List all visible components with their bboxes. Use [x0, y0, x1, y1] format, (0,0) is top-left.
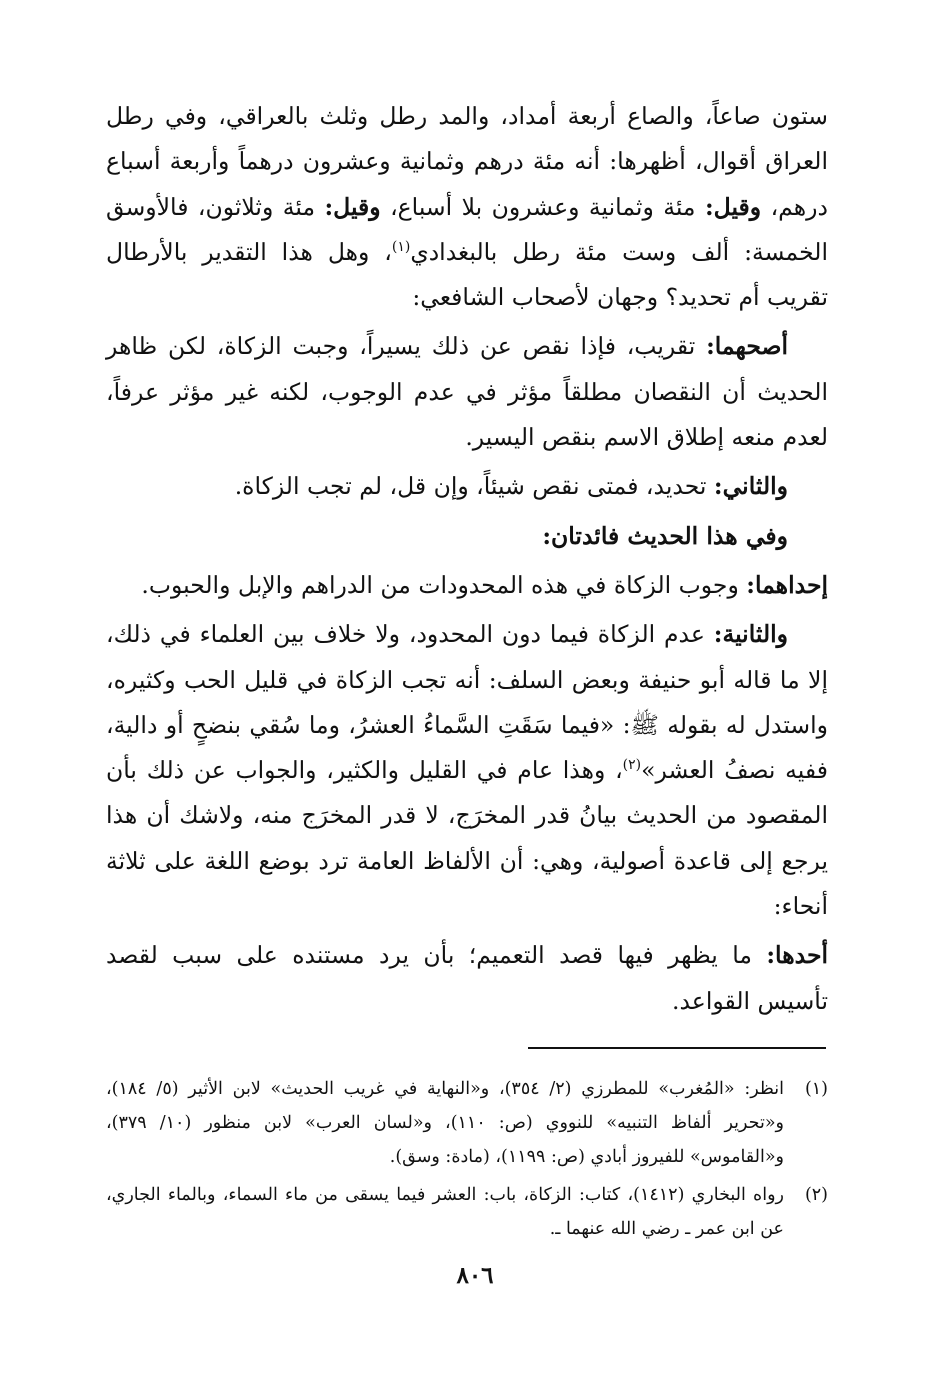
paragraph-2: أصحهما: تقريب، فإذا نقص عن ذلك يسيراً، وجبت الزكاة، لكن ظاهر الحديث أن النقصان مطلقاً مؤثر في عدم الوجوب، لكنه غير مؤثر عرفاً، لعدم منعه إطلاق الاسم بنقص اليسير. [106, 332, 828, 452]
paragraph-4-heading [106, 514, 828, 559]
keyword-althaniya: والثانية: [713, 620, 788, 649]
paragraph-3: والثاني: تحديد، فمتى نقص شيئاً، وإن قل، لم تجب الزكاة. [234, 472, 788, 501]
paragraph-6: والثانية: عدم الزكاة فيما دون المحدود، ولا خلاف بين العلماء في ذلك، إلا ما قاله أبو حنيفة وبعض السلف: أنه تجب الزكاة في قليل الحب وكثيره، واستدل له بقوله ﷺ: «فيما سَقَتِ السَّماءُ العشرُ، وما سُقي بنضحٍ أو دالية، ففيه نصفُ العشر»$^{(٢)}$، وهذا عام في القليل والكثير، والجواب عن ذلك بأن المقصود من الحديث بيانُ قدر المخرَج، لا قدر المخرَج منه، ولاشك أن هذا يرجع إلى قاعدة أصولية، وهي: أن الألفاظ العامة ترد بوضع اللغة على ثلاثة أنحاء: [106, 620, 828, 921]
keyword-qila-2: وقيل: [324, 192, 381, 221]
keyword-ihdahuma: إحداهما: [746, 570, 828, 599]
page-number: ٨٠٦ [456, 1262, 494, 1289]
footnote-separator [528, 1047, 826, 1049]
footnotes [106, 1072, 828, 1250]
keyword-qila-1: وقيل: [704, 192, 762, 221]
keyword-ahaduha: أحدها: [766, 941, 828, 970]
footnote-number: (٢) [804, 1185, 828, 1205]
footnote-text: رواه البخاري (١٤١٢)، كتاب: الزكاة، باب: العشر فيما يسقى من ماء السماء، وبالماء الجاري، عن ابن عمر ـ رضي الله عنهما ـ. [106, 1185, 784, 1239]
paragraph-1: ستون صاعاً، والصاع أربعة أمداد، والمد رطل وثلث بالعراقي، وفي رطل العراق أقوال، أظهرها: أنه مئة درهم وثمانية وعشرون درهماً وأربعة أسباع درهم، وقيل: مئة وثمانية وعشرون بلا أسباع، وقيل: مئة وثلاثون، فالأوسق الخمسة: ألف وست مئة رطل بالبغدادي$^{(١)}$، وهل هذا التقدير بالأرطال تقريب أم تحديد؟ وجهان لأصحاب الشافعي: [106, 102, 828, 312]
footnote-ref-1: (١) [391, 239, 411, 256]
keyword-althani: والثاني: [713, 472, 788, 501]
keyword-ashahuhuma: أصحهما: [706, 332, 788, 361]
footnote-1 [106, 1072, 828, 1174]
keyword-faidatan: وفي هذا الحديث فائدتان: [542, 521, 788, 550]
footnote-number: (١) [804, 1079, 828, 1099]
footnote-2 [106, 1178, 828, 1246]
paragraph-5: إحداهما: وجوب الزكاة في هذه المحدودات من الدراهم والإبل والحبوب. [141, 570, 828, 599]
paragraph-7: أحدها: ما يظهر فيها قصد التعميم؛ بأن يرد مستنده على سبب لقصد تأسيس القواعد. [106, 941, 828, 1015]
main-text [106, 94, 828, 1028]
footnote-text: انظر: «المُغرب» للمطرزي (٢/ ٣٥٤)، و«النهاية في غريب الحديث» لابن الأثير (٥/ ١٨٤)، و«تحرير ألفاظ التنبيه» للنووي (ص: ١١٠)، و«لسان العرب» لابن منظور (١٠/ ٣٧٩)، و«القاموس» للفيروز أبادي (ص: ١١٩٩)، (مادة: وسق). [106, 1079, 784, 1167]
footnote-ref-2: (٢) [622, 757, 642, 774]
